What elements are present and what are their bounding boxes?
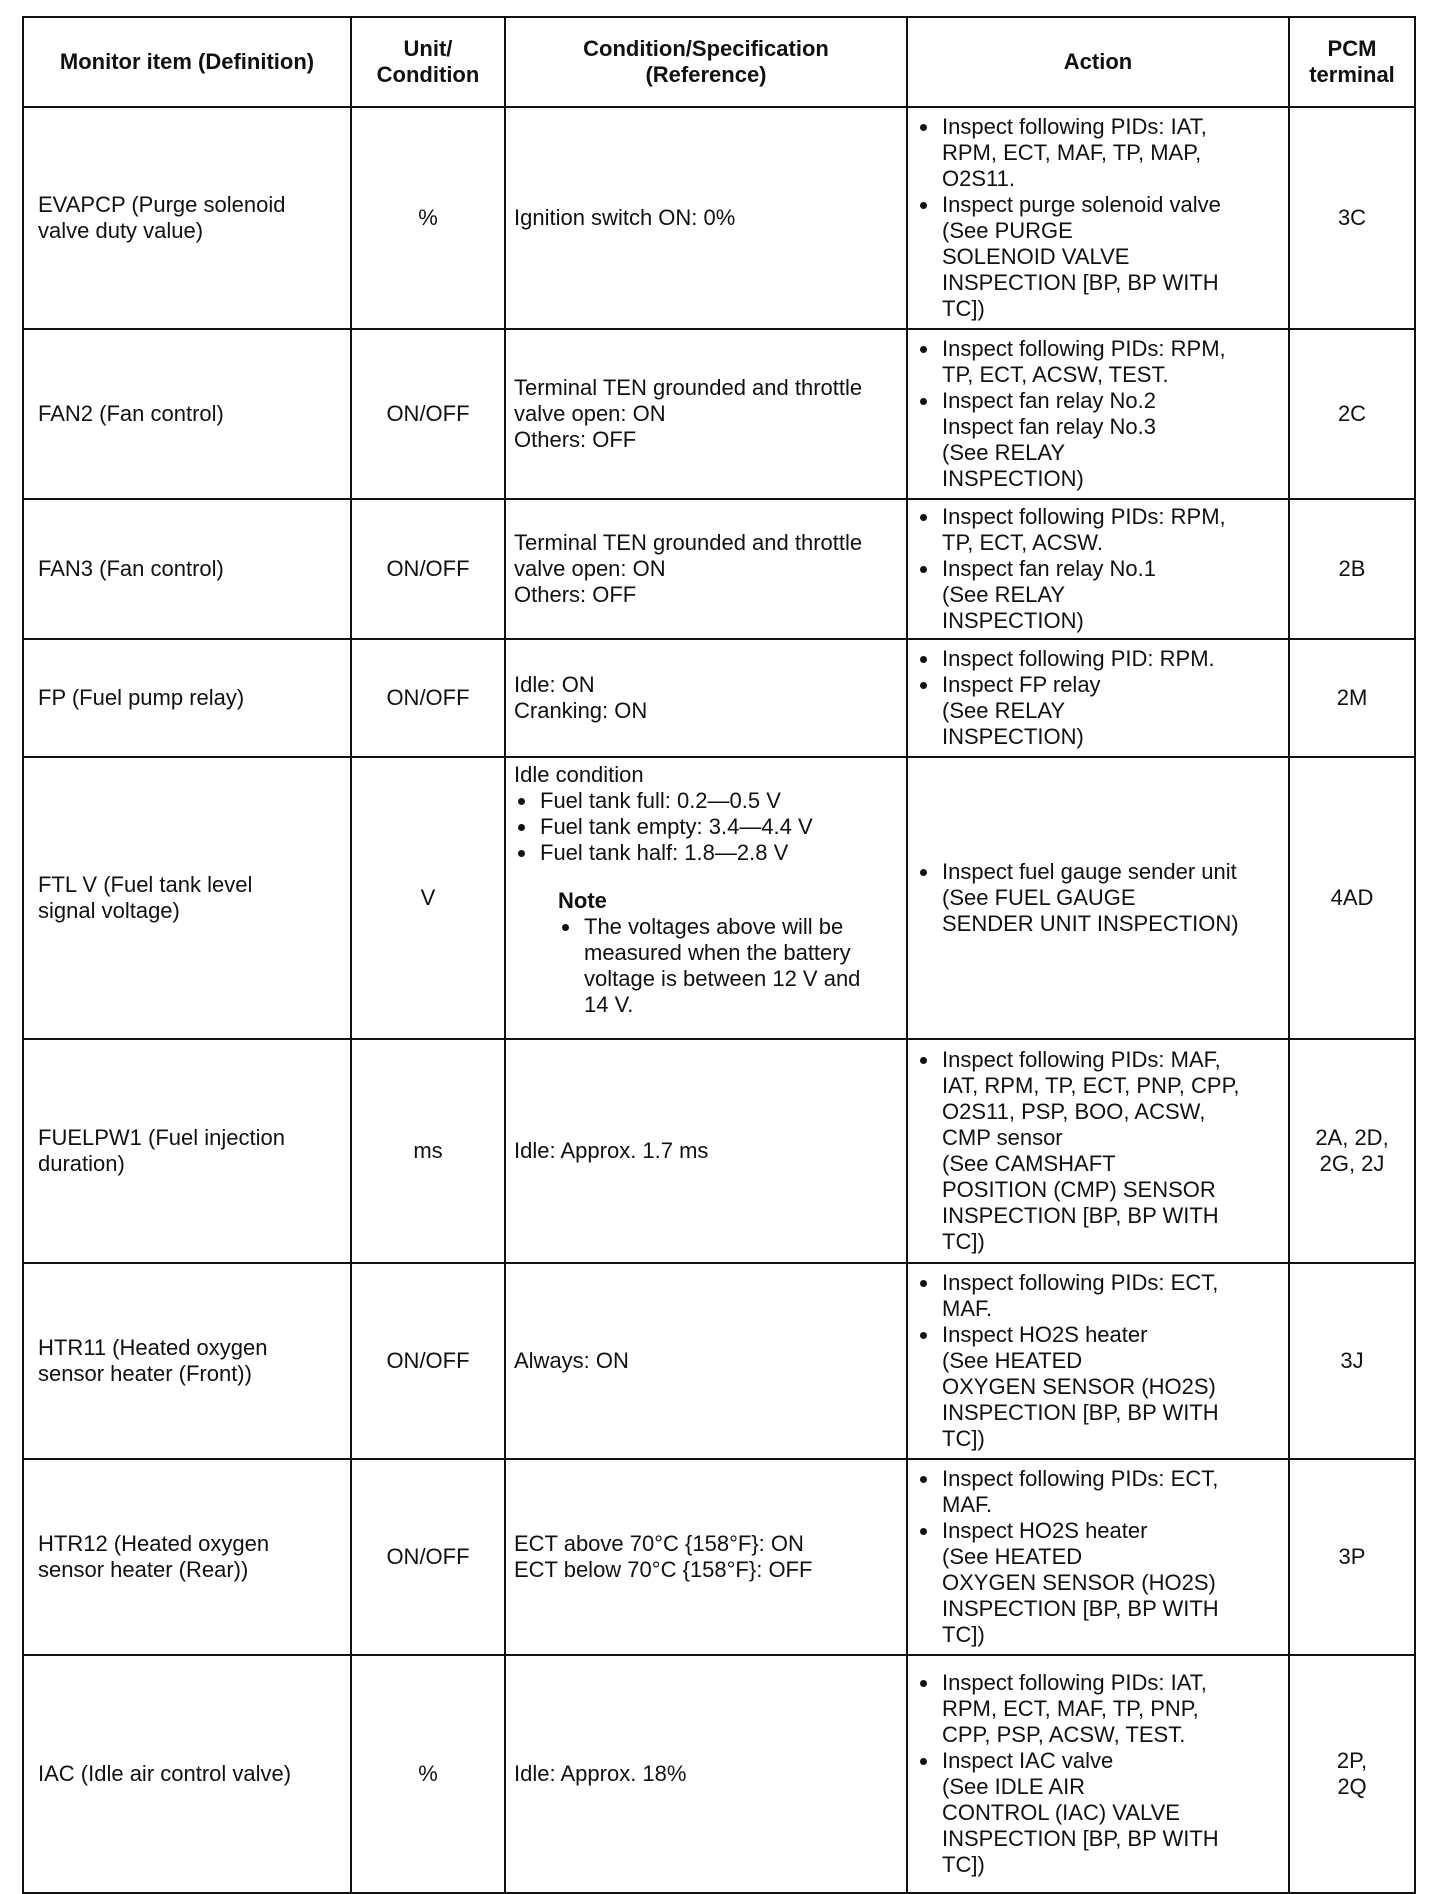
table-header-row: [23, 17, 1415, 107]
text-line: • Inspect HO2S heater: [942, 1322, 1148, 1347]
text-line: • Inspect following PIDs: ECT,: [942, 1270, 1219, 1295]
bullet-item: [940, 1518, 1280, 1648]
bullet-list: [916, 859, 1280, 937]
bullet-item: [940, 1270, 1280, 1322]
unit-cell: ON/OFF: [351, 499, 505, 639]
note-title: Note: [558, 888, 607, 913]
text-line: ECT below 70°C {158°F}: OFF: [514, 1557, 813, 1582]
condition-cell: [505, 639, 907, 757]
text-line: INSPECTION [BP, BP WITH: [942, 1596, 1219, 1621]
text-line: • Inspect IAC valve: [942, 1748, 1114, 1773]
text-line: EVAPCP (Purge solenoid: [38, 192, 286, 217]
text-line: Ignition switch ON: 0%: [514, 205, 736, 230]
text-line: Idle: Approx. 18%: [514, 1761, 687, 1786]
text-line: FAN3 (Fan control): [38, 556, 224, 581]
bullet-list: [514, 788, 898, 866]
bullet-item: [940, 859, 1280, 937]
header-action: Action: [907, 17, 1289, 107]
condition-cell: [505, 329, 907, 499]
table-row: [23, 1655, 1415, 1893]
text-line: valve duty value): [38, 218, 204, 243]
unit-cell: ON/OFF: [351, 1459, 505, 1655]
bullet-item: • Fuel tank half: 1.8—2.8 V: [538, 840, 898, 866]
table-row: [23, 1459, 1415, 1655]
action-cell: [907, 757, 1289, 1039]
text-line: sensor heater (Rear)): [38, 1557, 249, 1582]
bullet-item: [940, 672, 1280, 750]
text-line: RPM, ECT, MAF, TP, MAP,: [942, 140, 1202, 165]
text-line: 2A, 2D,: [1315, 1125, 1389, 1150]
text-line: • The voltages above will be: [584, 914, 844, 939]
action-cell: [907, 107, 1289, 329]
pcm-terminal-cell: [1289, 329, 1415, 499]
text-line: • Inspect purge solenoid valve: [942, 192, 1221, 217]
text-line: MAF.: [942, 1296, 993, 1321]
text-line: (See HEATED: [942, 1348, 1083, 1373]
action-cell: [907, 1263, 1289, 1459]
text-line: valve open: ON: [514, 401, 666, 426]
pcm-terminal-cell: [1289, 499, 1415, 639]
text-line: Always: ON: [514, 1348, 629, 1373]
table-body: [23, 107, 1415, 1893]
text-line: TP, ECT, ACSW.: [942, 530, 1103, 555]
text-line: sensor heater (Front)): [38, 1361, 252, 1386]
text-line: TC]): [942, 1426, 985, 1451]
monitor-item-table-page: [22, 16, 1414, 1894]
condition-cell: [505, 757, 907, 1039]
monitor-item-cell: [23, 1039, 351, 1263]
condition-cell: [505, 1459, 907, 1655]
unit-cell: ON/OFF: [351, 1263, 505, 1459]
monitor-item-cell: [23, 107, 351, 329]
text-line: HTR11 (Heated oxygen: [38, 1335, 268, 1360]
bullet-item: [940, 1670, 1280, 1748]
text-line: TC]): [942, 296, 985, 321]
header-pcm-terminal: PCM terminal: [1289, 17, 1415, 107]
text-line: • Inspect FP relay: [942, 672, 1101, 697]
text-line: Idle: ON: [514, 672, 595, 697]
text-line: CMP sensor: [942, 1125, 1063, 1150]
text-line: 2M: [1336, 685, 1368, 710]
text-line: • Inspect following PIDs: IAT,: [942, 114, 1207, 139]
unit-cell: ON/OFF: [351, 639, 505, 757]
text-line: 4AD: [1330, 885, 1374, 910]
header-unit-condition: Unit/ Condition: [351, 17, 505, 107]
bullet-item: [940, 114, 1280, 192]
bullet-list: [916, 1466, 1280, 1648]
action-cell: [907, 1655, 1289, 1893]
header-condition-specification: Condition/Specification (Reference): [505, 17, 907, 107]
pcm-terminal-cell: [1289, 1039, 1415, 1263]
text-line: Cranking: ON: [514, 698, 648, 723]
pcm-terminal-cell: [1289, 107, 1415, 329]
bullet-item: • Fuel tank empty: 3.4—4.4 V: [538, 814, 898, 840]
bullet-list: [916, 504, 1280, 634]
header-monitor-item: Monitor item (Definition): [23, 17, 351, 107]
unit-cell: %: [351, 1655, 505, 1893]
bullet-list: [916, 1670, 1280, 1878]
unit-cell: ON/OFF: [351, 329, 505, 499]
text-line: Others: OFF: [514, 582, 637, 607]
pcm-terminal-cell: [1289, 1459, 1415, 1655]
text-line: 2P,: [1336, 1748, 1368, 1773]
table-row: [23, 1263, 1415, 1459]
text-line: 3J: [1340, 1348, 1364, 1373]
pcm-terminal-cell: [1289, 639, 1415, 757]
text-line: FTL V (Fuel tank level: [38, 872, 253, 897]
text-line: TC]): [942, 1852, 985, 1877]
bullet-item: [940, 1748, 1280, 1878]
monitor-item-cell: [23, 1459, 351, 1655]
text-line: IAC (Idle air control valve): [38, 1761, 292, 1786]
text-line: RPM, ECT, MAF, TP, PNP,: [942, 1696, 1199, 1721]
table-row: [23, 639, 1415, 757]
text-line: FAN2 (Fan control): [38, 401, 224, 426]
text-line: (See CAMSHAFT: [942, 1151, 1116, 1176]
text-line: Inspect fan relay No.3: [942, 414, 1157, 439]
text-line: SOLENOID VALVE: [942, 244, 1130, 269]
text-line: POSITION (CMP) SENSOR: [942, 1177, 1216, 1202]
condition-cell: [505, 1655, 907, 1893]
text-line: INSPECTION): [942, 724, 1084, 749]
text-line: CPP, PSP, ACSW, TEST.: [942, 1722, 1186, 1747]
text-line: TC]): [942, 1622, 985, 1647]
monitor-item-cell: [23, 1655, 351, 1893]
text-line: • Inspect fan relay No.2: [942, 388, 1157, 413]
table-row: [23, 1039, 1415, 1263]
text-line: INSPECTION [BP, BP WITH: [942, 1826, 1219, 1851]
text-line: Terminal TEN grounded and throttle: [514, 375, 863, 400]
text-line: 14 V.: [584, 992, 634, 1017]
bullet-list: [916, 1047, 1280, 1255]
bullet-item: [582, 914, 898, 1018]
bullet-item: • Fuel tank full: 0.2—0.5 V: [538, 788, 898, 814]
text-line: • Inspect following PIDs: IAT,: [942, 1670, 1207, 1695]
condition-title: Idle condition: [514, 762, 644, 787]
text-line: 2C: [1337, 401, 1367, 426]
action-cell: [907, 329, 1289, 499]
text-line: O2S11, PSP, BOO, ACSW,: [942, 1099, 1206, 1124]
bullet-list: [916, 1270, 1280, 1452]
text-line: FP (Fuel pump relay): [38, 685, 245, 710]
action-cell: [907, 1459, 1289, 1655]
text-line: voltage is between 12 V and: [584, 966, 861, 991]
bullet-item: [940, 556, 1280, 634]
text-line: 3C: [1337, 205, 1367, 230]
text-line: INSPECTION): [942, 466, 1084, 491]
monitor-item-cell: [23, 329, 351, 499]
text-line: (See PURGE: [942, 218, 1073, 243]
action-cell: [907, 1039, 1289, 1263]
pcm-terminal-cell: [1289, 1263, 1415, 1459]
text-line: OXYGEN SENSOR (HO2S): [942, 1570, 1216, 1595]
table-row: [23, 757, 1415, 1039]
monitor-item-table: [22, 16, 1416, 1894]
text-line: valve open: ON: [514, 556, 666, 581]
text-line: Terminal TEN grounded and throttle: [514, 530, 863, 555]
unit-cell: %: [351, 107, 505, 329]
text-line: signal voltage): [38, 898, 180, 923]
table-row: [23, 499, 1415, 639]
bullet-item: [940, 1322, 1280, 1452]
text-line: 3P: [1338, 1544, 1366, 1569]
text-line: INSPECTION): [942, 608, 1084, 633]
text-line: MAF.: [942, 1492, 993, 1517]
text-line: HTR12 (Heated oxygen: [38, 1531, 270, 1556]
text-line: (See RELAY: [942, 582, 1066, 607]
text-line: OXYGEN SENSOR (HO2S): [942, 1374, 1216, 1399]
text-line: INSPECTION [BP, BP WITH: [942, 270, 1219, 295]
text-line: 2B: [1338, 556, 1366, 581]
text-line: FUELPW1 (Fuel injection: [38, 1125, 285, 1150]
bullet-item: [940, 504, 1280, 556]
table-row: [23, 107, 1415, 329]
text-line: 2Q: [1337, 1774, 1367, 1799]
bullet-item: [940, 336, 1280, 388]
bullet-item: [940, 646, 1280, 672]
monitor-item-cell: [23, 757, 351, 1039]
text-line: • Inspect following PIDs: RPM,: [942, 336, 1226, 361]
text-line: TC]): [942, 1229, 985, 1254]
text-line: TP, ECT, ACSW, TEST.: [942, 362, 1169, 387]
text-line: • Inspect following PIDs: ECT,: [942, 1466, 1219, 1491]
bullet-item: [940, 192, 1280, 322]
text-line: duration): [38, 1151, 125, 1176]
text-line: INSPECTION [BP, BP WITH: [942, 1400, 1219, 1425]
text-line: • Inspect following PIDs: RPM,: [942, 504, 1226, 529]
text-line: • Inspect fuel gauge sender unit: [942, 859, 1237, 884]
bullet-list: [916, 646, 1280, 750]
pcm-terminal-cell: [1289, 1655, 1415, 1893]
bullet-list: [558, 914, 898, 1018]
monitor-item-cell: [23, 639, 351, 757]
monitor-item-cell: [23, 1263, 351, 1459]
text-line: (See IDLE AIR: [942, 1774, 1086, 1799]
text-line: Others: OFF: [514, 427, 637, 452]
text-line: (See HEATED: [942, 1544, 1083, 1569]
text-line: • Inspect fan relay No.1: [942, 556, 1157, 581]
text-line: • Inspect HO2S heater: [942, 1518, 1148, 1543]
condition-cell: [505, 1039, 907, 1263]
condition-cell: [505, 107, 907, 329]
action-cell: [907, 639, 1289, 757]
text-line: CONTROL (IAC) VALVE: [942, 1800, 1180, 1825]
text-line: INSPECTION [BP, BP WITH: [942, 1203, 1219, 1228]
text-line: measured when the battery: [584, 940, 851, 965]
action-cell: [907, 499, 1289, 639]
text-line: (See RELAY: [942, 698, 1066, 723]
unit-cell: V: [351, 757, 505, 1039]
text-line: 2G, 2J: [1319, 1151, 1385, 1176]
condition-cell: [505, 499, 907, 639]
text-line: IAT, RPM, TP, ECT, PNP, CPP,: [942, 1073, 1240, 1098]
text-line: Idle: Approx. 1.7 ms: [514, 1138, 709, 1163]
bullet-item: [940, 388, 1280, 492]
table-row: [23, 329, 1415, 499]
condition-cell: [505, 1263, 907, 1459]
text-line: SENDER UNIT INSPECTION): [942, 911, 1239, 936]
pcm-terminal-cell: [1289, 757, 1415, 1039]
text-line: (See FUEL GAUGE: [942, 885, 1136, 910]
text-line: • Inspect following PID: RPM.: [942, 646, 1215, 671]
monitor-item-cell: [23, 499, 351, 639]
text-line: O2S11.: [942, 166, 1015, 191]
bullet-item: [940, 1466, 1280, 1518]
text-line: (See RELAY: [942, 440, 1066, 465]
text-line: • Inspect following PIDs: MAF,: [942, 1047, 1221, 1072]
text-line: ECT above 70°C {158°F}: ON: [514, 1531, 804, 1556]
bullet-item: [940, 1047, 1280, 1255]
bullet-list: [916, 114, 1280, 322]
bullet-list: [916, 336, 1280, 492]
unit-cell: ms: [351, 1039, 505, 1263]
